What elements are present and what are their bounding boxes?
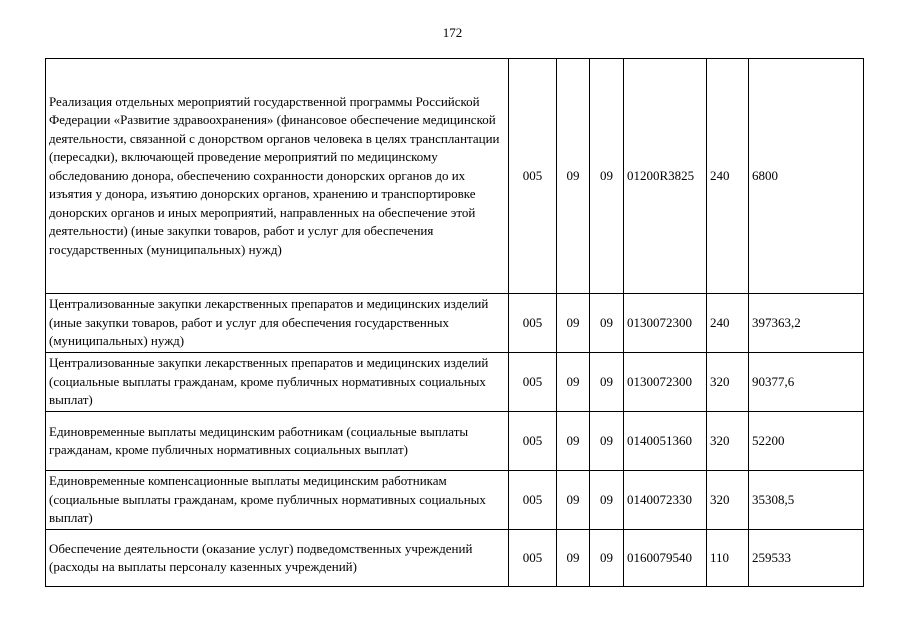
cell-subsection: 09 — [590, 59, 624, 294]
cell-expense-type: 110 — [707, 530, 749, 587]
cell-target-article: 0130072300 — [624, 353, 707, 412]
cell-expense-type: 240 — [707, 59, 749, 294]
row-description: Единовременные компенсационные выплаты медицинским работникам (социальные выплаты гражданам, кроме публичных нормативных социальных выплат) — [46, 471, 509, 530]
cell-subsection: 09 — [590, 530, 624, 587]
cell-section: 09 — [557, 530, 590, 587]
cell-target-article: 0140072330 — [624, 471, 707, 530]
cell-grbs: 005 — [509, 294, 557, 353]
cell-target-article: 01200R3825 — [624, 59, 707, 294]
cell-subsection: 09 — [590, 353, 624, 412]
budget-table — [45, 58, 864, 587]
cell-amount: 259533 — [749, 530, 864, 587]
cell-section: 09 — [557, 294, 590, 353]
cell-amount: 90377,6 — [749, 353, 864, 412]
cell-expense-type: 320 — [707, 412, 749, 471]
cell-target-article: 0140051360 — [624, 412, 707, 471]
page-number: 172 — [442, 25, 463, 40]
cell-subsection: 09 — [590, 294, 624, 353]
cell-section: 09 — [557, 353, 590, 412]
row-description: Единовременные выплаты медицинским работникам (социальные выплаты гражданам, кроме публичных нормативных социальных выплат) — [46, 412, 509, 471]
cell-subsection: 09 — [590, 412, 624, 471]
cell-subsection: 09 — [590, 471, 624, 530]
cell-expense-type: 320 — [707, 471, 749, 530]
table-row — [46, 59, 864, 294]
row-description: Реализация отдельных мероприятий государственной программы Российской Федерации «Развитие здравоохранения» (финансовое обеспечение медицинской деятельности, связанной с донорством органов человека в целях трансплантации (пересадки), включающей проведение мероприятий по медицинскому обследованию донора, обеспечению сохранности донорских органов до их изъятия у донора, изъятию донорских органов, хранению и транспортировке донорских органов и иных мероприятий, направленных на обеспечение этой деятельности) (иные закупки товаров, работ и услуг для обеспечения государственных (муниципальных) нужд) — [46, 59, 509, 294]
cell-section: 09 — [557, 412, 590, 471]
cell-section: 09 — [557, 471, 590, 530]
cell-grbs: 005 — [509, 412, 557, 471]
cell-amount: 6800 — [749, 59, 864, 294]
cell-amount: 52200 — [749, 412, 864, 471]
cell-grbs: 005 — [509, 471, 557, 530]
table-row — [46, 353, 864, 412]
table-row — [46, 412, 864, 471]
row-description: Централизованные закупки лекарственных препаратов и медицинских изделий (иные закупки товаров, работ и услуг для обеспечения государственных (муниципальных) нужд) — [46, 294, 509, 353]
cell-target-article: 0160079540 — [624, 530, 707, 587]
table-row — [46, 530, 864, 587]
cell-target-article: 0130072300 — [624, 294, 707, 353]
row-description: Обеспечение деятельности (оказание услуг) подведомственных учреждений (расходы на выплаты персоналу казенных учреждений) — [46, 530, 509, 587]
cell-amount: 35308,5 — [749, 471, 864, 530]
table-row — [46, 294, 864, 353]
cell-expense-type: 240 — [707, 294, 749, 353]
cell-grbs: 005 — [509, 353, 557, 412]
cell-grbs: 005 — [509, 530, 557, 587]
cell-section: 09 — [557, 59, 590, 294]
cell-amount: 397363,2 — [749, 294, 864, 353]
cell-expense-type: 320 — [707, 353, 749, 412]
cell-grbs: 005 — [509, 59, 557, 294]
row-description: Централизованные закупки лекарственных препаратов и медицинских изделий (социальные выплаты гражданам, кроме публичных нормативных социальных выплат) — [46, 353, 509, 412]
table-row — [46, 471, 864, 530]
